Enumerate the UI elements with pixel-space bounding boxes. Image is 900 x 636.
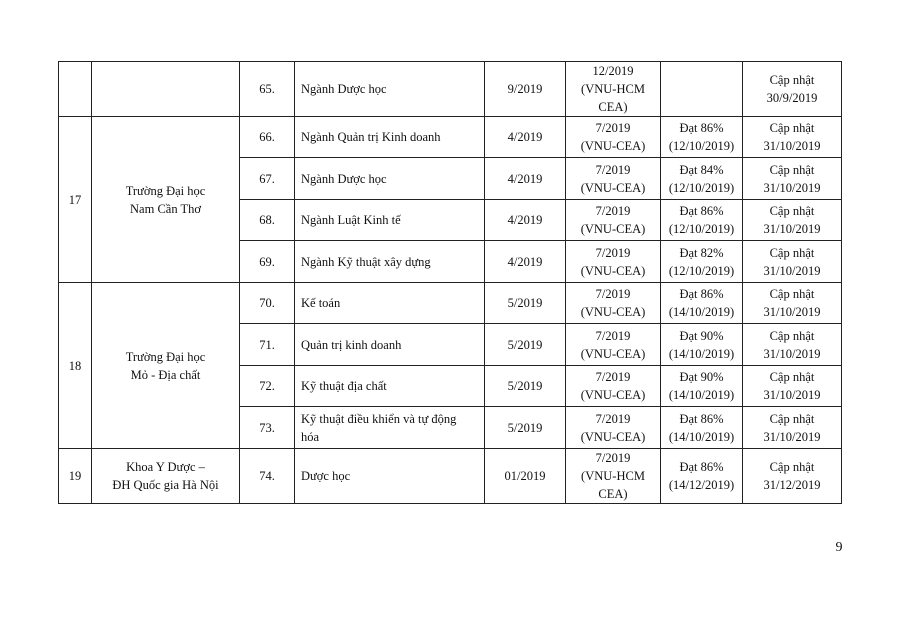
table-row (59, 283, 842, 324)
program-name-cell: Ngành Luật Kinh tế (295, 200, 485, 241)
program-number-cell: 66. (240, 117, 295, 158)
program-name-cell: Ngành Kỹ thuật xây dựng (295, 241, 485, 283)
update-cell: Cập nhật 31/10/2019 (743, 241, 842, 283)
program-number-cell: 67. (240, 158, 295, 200)
accrediting-org-cell: 7/2019 (VNU-CEA) (566, 158, 661, 200)
result-cell: Đạt 82% (12/10/2019) (661, 241, 743, 283)
accrediting-org-cell: 7/2019 (VNU-CEA) (566, 117, 661, 158)
assessment-date-cell: 5/2019 (485, 283, 566, 324)
accrediting-org-cell: 7/2019 (VNU-CEA) (566, 324, 661, 366)
accrediting-org-cell: 7/2019 (VNU-CEA) (566, 241, 661, 283)
program-name-cell: Ngành Dược học (295, 62, 485, 117)
program-name-cell: Kỹ thuật địa chất (295, 366, 485, 407)
program-name-cell: Kế toán (295, 283, 485, 324)
assessment-date-cell: 4/2019 (485, 200, 566, 241)
table-row (59, 62, 842, 117)
update-cell: Cập nhật 30/9/2019 (743, 62, 842, 117)
assessment-date-cell: 5/2019 (485, 407, 566, 449)
result-cell: Đạt 86% (14/10/2019) (661, 283, 743, 324)
program-number-cell: 73. (240, 407, 295, 449)
school-name-cell: Trường Đại học Nam Cần Thơ (92, 117, 240, 283)
result-cell: Đạt 86% (14/12/2019) (661, 449, 743, 504)
result-cell: Đạt 86% (12/10/2019) (661, 117, 743, 158)
group-number-cell: 19 (59, 449, 92, 504)
program-name-cell: Kỹ thuật điều khiển và tự động hóa (295, 407, 485, 449)
assessment-date-cell: 4/2019 (485, 117, 566, 158)
program-name-cell: Dược học (295, 449, 485, 504)
assessment-date-cell: 4/2019 (485, 158, 566, 200)
update-cell: Cập nhật 31/10/2019 (743, 324, 842, 366)
update-cell: Cập nhật 31/10/2019 (743, 117, 842, 158)
program-number-cell: 68. (240, 200, 295, 241)
update-cell: Cập nhật 31/10/2019 (743, 366, 842, 407)
update-cell: Cập nhật 31/10/2019 (743, 283, 842, 324)
program-name-cell: Ngành Quản trị Kinh doanh (295, 117, 485, 158)
result-cell: Đạt 86% (12/10/2019) (661, 200, 743, 241)
update-cell: Cập nhật 31/12/2019 (743, 449, 842, 504)
assessment-date-cell: 5/2019 (485, 366, 566, 407)
assessment-date-cell: 4/2019 (485, 241, 566, 283)
accrediting-org-cell: 7/2019 (VNU-HCM CEA) (566, 449, 661, 504)
result-cell: Đạt 84% (12/10/2019) (661, 158, 743, 200)
school-name-cell (92, 62, 240, 117)
update-cell: Cập nhật 31/10/2019 (743, 158, 842, 200)
group-number-cell: 18 (59, 283, 92, 449)
assessment-date-cell: 5/2019 (485, 324, 566, 366)
page-number: 9 (835, 540, 843, 555)
accreditation-table (58, 61, 842, 504)
program-name-cell: Ngành Dược học (295, 158, 485, 200)
result-cell (661, 62, 743, 117)
table-row (59, 449, 842, 504)
group-number-cell (59, 62, 92, 117)
school-name-cell: Khoa Y Dược – ĐH Quốc gia Hà Nội (92, 449, 240, 504)
table-row (59, 117, 842, 158)
program-number-cell: 71. (240, 324, 295, 366)
program-name-cell: Quản trị kinh doanh (295, 324, 485, 366)
program-number-cell: 74. (240, 449, 295, 504)
program-number-cell: 72. (240, 366, 295, 407)
program-number-cell: 70. (240, 283, 295, 324)
result-cell: Đạt 86% (14/10/2019) (661, 407, 743, 449)
school-name-cell: Trường Đại học Mỏ - Địa chất (92, 283, 240, 449)
accrediting-org-cell: 12/2019 (VNU-HCM CEA) (566, 62, 661, 117)
update-cell: Cập nhật 31/10/2019 (743, 407, 842, 449)
accrediting-org-cell: 7/2019 (VNU-CEA) (566, 200, 661, 241)
assessment-date-cell: 9/2019 (485, 62, 566, 117)
program-number-cell: 69. (240, 241, 295, 283)
accrediting-org-cell: 7/2019 (VNU-CEA) (566, 407, 661, 449)
program-number-cell: 65. (240, 62, 295, 117)
accrediting-org-cell: 7/2019 (VNU-CEA) (566, 366, 661, 407)
group-number-cell: 17 (59, 117, 92, 283)
accrediting-org-cell: 7/2019 (VNU-CEA) (566, 283, 661, 324)
assessment-date-cell: 01/2019 (485, 449, 566, 504)
result-cell: Đạt 90% (14/10/2019) (661, 366, 743, 407)
result-cell: Đạt 90% (14/10/2019) (661, 324, 743, 366)
update-cell: Cập nhật 31/10/2019 (743, 200, 842, 241)
